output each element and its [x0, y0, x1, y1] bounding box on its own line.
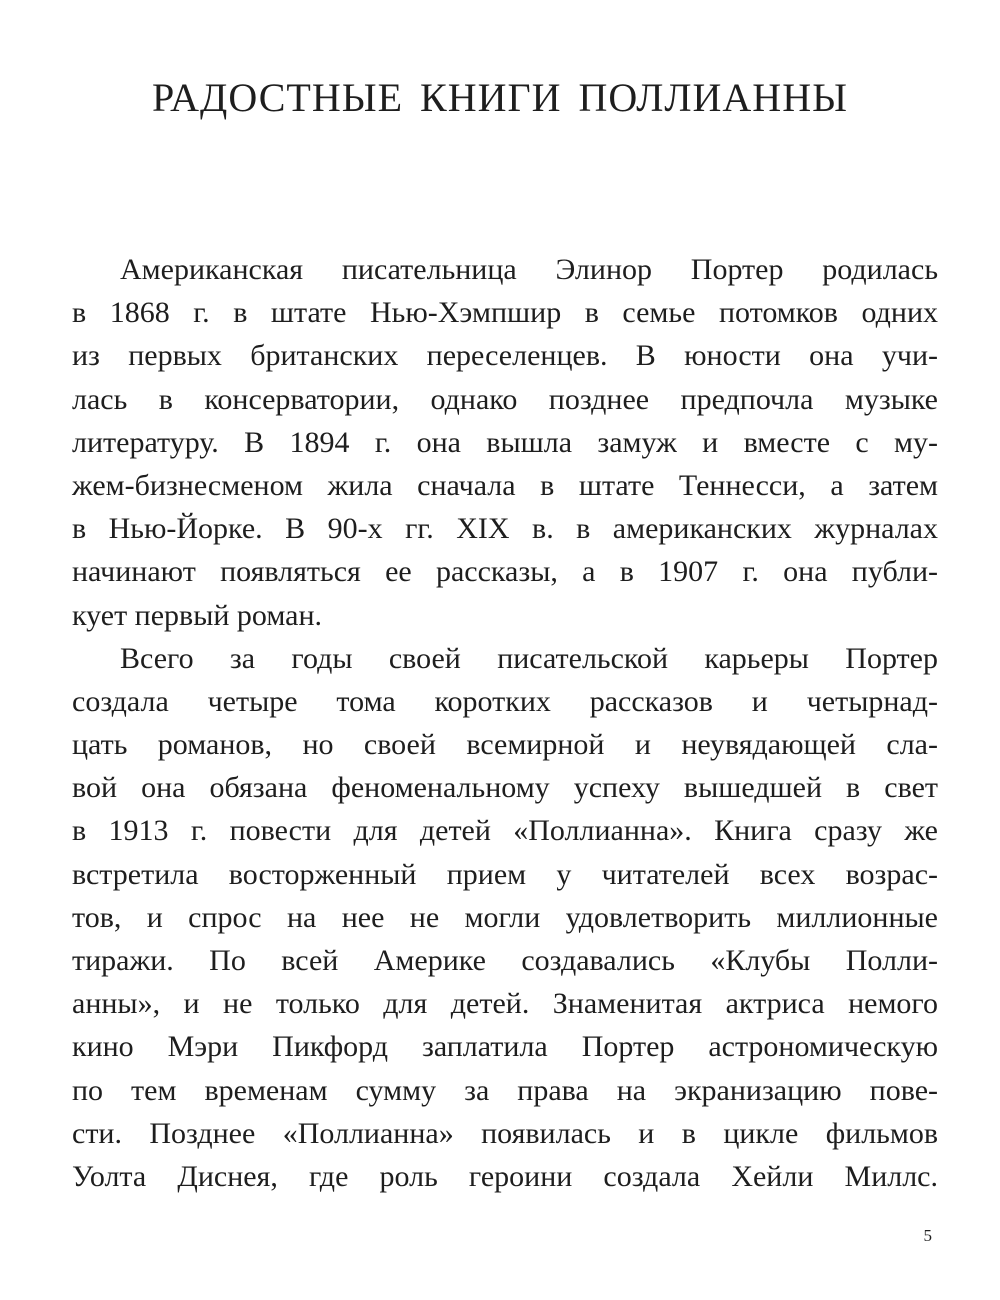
text-line: Американская писательница Элинор Портер родилась [120, 253, 938, 286]
text-line: из первых британских переселенцев. В юности она учи- [72, 339, 938, 373]
text-line: создала четыре тома коротких рассказов и четырнад- [72, 684, 938, 718]
text-line: тиражи. По всей Америке создавались «Клубы Полли- [72, 944, 938, 977]
text-line: начинают появляться ее рассказы, а в 1907 г. она публи- [72, 555, 938, 589]
text-line: лась в консерватории, однако позднее предпочла музыке [72, 382, 938, 416]
text-line: сти. Позднее «Поллианна» появилась и в цикле фильмов [72, 1116, 938, 1150]
text-line: Уолта Диснея, где роль героини создала Хейли Миллс. [72, 1159, 938, 1193]
paragraph-2 [72, 637, 938, 1198]
paragraph-1 [72, 248, 938, 637]
text-line: жем-бизнесменом жила сначала в штате Теннесси, а затем [72, 468, 938, 502]
text-line: по тем временам сумму за права на экранизацию пове- [72, 1073, 938, 1107]
text-line: вой она обязана феноменальному успеху вышедшей в свет [72, 771, 938, 805]
text-line: литературу. В 1894 г. она вышла замуж и вместе с му- [72, 425, 938, 459]
text-line: встретила восторженный прием у читателей всех возрас- [72, 857, 938, 891]
text-line: в 1868 г. в штате Нью-Хэмпшир в семье потомков одних [72, 296, 938, 330]
text-line: тов, и спрос на нее не могли удовлетворить миллионные [72, 900, 938, 934]
text-line: кует первый роман. [72, 598, 323, 632]
text-line: в Нью-Йорке. В 90-х гг. XIX в. в американских журналах [72, 512, 938, 546]
text-line: в 1913 г. повести для детей «Поллианна». Книга сразу же [72, 814, 938, 848]
body-text [72, 248, 938, 1198]
text-line: Всего за годы своей писательской карьеры Портер [120, 641, 938, 675]
chapter-title: РАДОСТНЫЕ КНИГИ ПОЛЛИАННЫ [152, 75, 848, 120]
text-line: цать романов, но своей всемирной и неувядающей сла- [72, 728, 938, 762]
text-line: кино Мэри Пикфорд заплатила Портер астрономическую [72, 1030, 938, 1064]
page-number: 5 [923, 1226, 932, 1245]
text-line: анны», и не только для детей. Знаменитая актриса немого [72, 987, 938, 1021]
